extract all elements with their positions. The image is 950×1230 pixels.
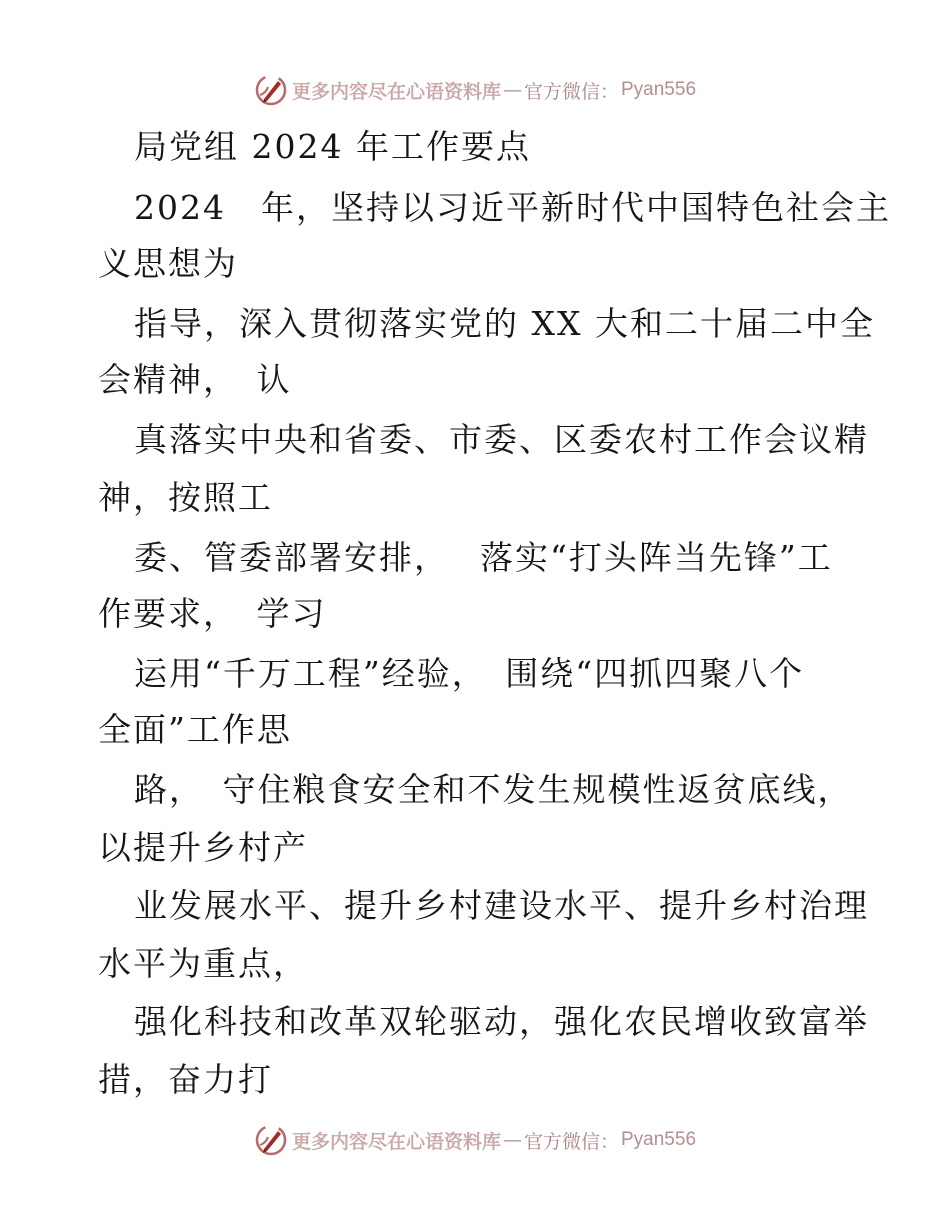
watermark-wechat-id: Pyan556	[621, 1129, 697, 1150]
paragraph-line: 全面”工作思	[98, 710, 292, 749]
watermark-brand-text: 更多内容尽在心语资料库	[291, 1130, 501, 1153]
paragraph-line: 委、管委部署安排， 落实“打头阵当先锋”工	[134, 538, 833, 577]
paragraph-line: 义思想为	[98, 244, 238, 283]
paragraph-line: 水平为重点，	[98, 944, 308, 983]
watermark-wechat-id: Pyan556	[621, 79, 697, 100]
paragraph-line: 以提升乡村产	[98, 828, 308, 867]
watermark-wechat-label: 官方微信：	[523, 80, 619, 103]
quill-pen-seal-icon	[254, 1123, 288, 1157]
paragraph-line: 强化科技和改革双轮驱动，强化农民增收致富举	[134, 1002, 869, 1041]
footer-watermark	[0, 1120, 950, 1160]
watermark-separator: —	[502, 79, 522, 101]
paragraph-line: 路， 守住粮食安全和不发生规模性返贫底线，	[134, 770, 853, 809]
document-title: 局党组 2024 年工作要点	[134, 127, 531, 166]
paragraph-line: 2024 年，坚持以习近平新时代中国特色社会主	[134, 188, 891, 227]
paragraph-line: 会精神， 认	[98, 360, 292, 399]
paragraph-line: 神，按照工	[98, 478, 273, 517]
paragraph-line: 运用“千万工程”经验， 围绕“四抓四聚八个	[134, 654, 805, 693]
paragraph-line: 指导，深入贯彻落实党的 XX 大和二十届二中全	[134, 304, 875, 343]
watermark-brand-text: 更多内容尽在心语资料库	[291, 80, 501, 103]
paragraph-line: 真落实中央和省委、市委、区委农村工作会议精	[134, 420, 869, 459]
paragraph-line: 措，奋力打	[98, 1060, 273, 1099]
paragraph-line: 业发展水平、提升乡村建设水平、提升乡村治理	[134, 886, 869, 925]
watermark-wechat-label: 官方微信：	[523, 1130, 619, 1153]
watermark-separator: —	[502, 1129, 522, 1151]
paragraph-line: 作要求， 学习	[98, 594, 327, 633]
